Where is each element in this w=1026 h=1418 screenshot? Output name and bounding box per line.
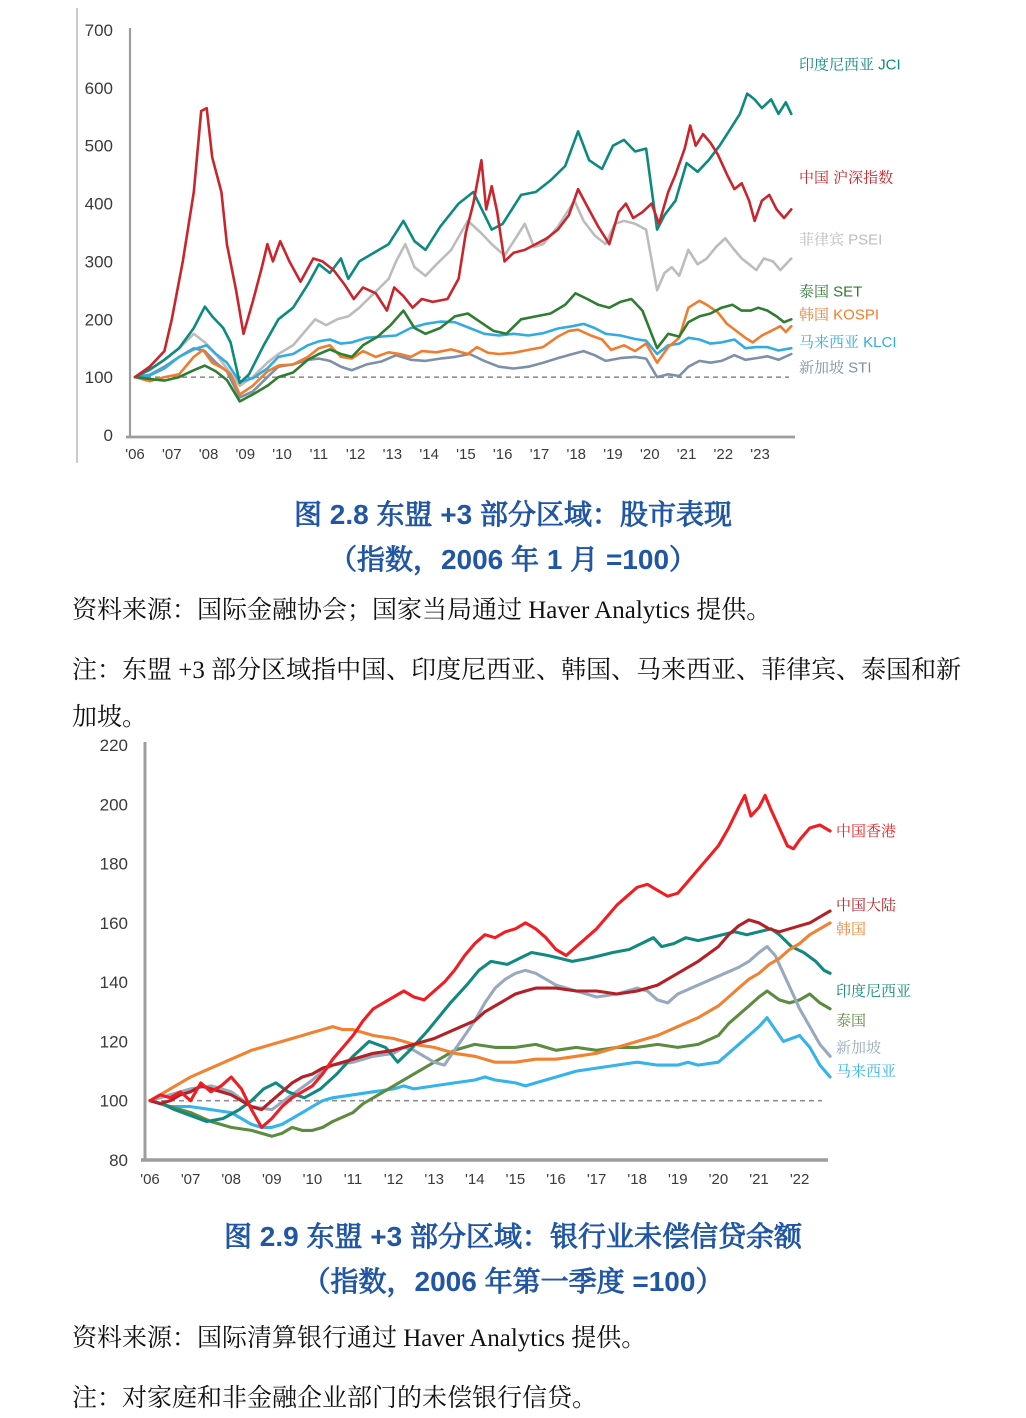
fig28-x-tick-label: '20 (639, 446, 660, 463)
fig29-x-tick-label: '07 (180, 1171, 201, 1188)
fig28-x-tick-label: '10 (272, 446, 292, 463)
figure-2-8-source: 资料来源：国际金融协会；国家当局通过 Haver Analytics 提供。 (72, 597, 772, 624)
fig29-x-tick-label: '11 (343, 1171, 363, 1188)
fig28-x-tick-label: '11 (309, 446, 329, 463)
fig29-x-tick-label: '06 (140, 1171, 160, 1188)
fig28-x-tick-label: '14 (419, 446, 439, 463)
fig28-x-tick-label: '08 (198, 446, 219, 463)
fig29-x-tick-label: '10 (302, 1171, 323, 1188)
fig29-x-tick-label: '20 (708, 1171, 729, 1188)
figure-2-9-title-line1: 图 2.9 东盟 +3 部分区域：银行业未偿信贷余额 (224, 1221, 802, 1252)
figure-2-8-title-line2: （指数，2006 年 1 月 =100） (328, 544, 698, 575)
figure-2-9-source: 资料来源：国际清算银行通过 Haver Analytics 提供。 (72, 1325, 647, 1352)
fig28-legend-label-2: 马来西亚 KLCI (799, 333, 897, 351)
figure-2-8-title-line1: 图 2.8 东盟 +3 部分区域：股市表现 (294, 499, 732, 530)
fig28-y-tick-label: 200 (84, 310, 113, 330)
figure-2-8-note: 注：东盟 +3 部分区域指中国、印度尼西亚、韩国、马来西亚、菲律宾、泰国和新加坡。 (72, 657, 962, 731)
figure-2-8-title (0, 492, 1026, 582)
fig28-x-tick-label: '21 (676, 446, 697, 463)
fig29-legend-label-4: 韩国 (836, 920, 867, 938)
fig29-x-tick-label: '14 (465, 1171, 485, 1188)
fig28-legend-label-0: 菲律宾 PSEI (799, 231, 883, 249)
fig28-legend-label-4: 泰国 SET (799, 283, 863, 301)
fig29-legend-label-3: 印度尼西亚 (836, 983, 912, 1001)
fig29-x-tick-label: '17 (586, 1171, 607, 1188)
fig29-x-tick-label: '22 (789, 1171, 810, 1188)
fig28-x-tick-label: '23 (750, 446, 770, 463)
fig28-series-line-6 (135, 108, 791, 377)
fig28-y-tick-label: 500 (84, 136, 113, 156)
fig28-legend-label-5: 印度尼西亚 JCI (799, 56, 901, 74)
fig28-x-tick-label: '12 (345, 446, 366, 463)
fig28-x-tick-label: '18 (566, 446, 587, 463)
fig29-y-tick-label: 180 (99, 854, 128, 874)
fig29-x-tick-label: '21 (749, 1171, 769, 1188)
fig28-x-tick-label: '09 (235, 446, 256, 463)
figure-2-9-note: 注：对家庭和非金融企业部门的未偿银行信贷。 (72, 1385, 598, 1412)
fig29-y-tick-label: 80 (109, 1151, 128, 1170)
fig28-y-tick-label: 100 (84, 368, 113, 388)
fig28-x-tick-label: '17 (529, 446, 550, 463)
fig28-x-tick-label: '07 (161, 446, 182, 463)
fig29-x-tick-label: '18 (627, 1171, 647, 1188)
figure-2-9-title-line2: （指数，2006 年第一季度 =100） (302, 1266, 724, 1297)
fig28-x-tick-label: '06 (125, 446, 145, 463)
fig28-x-tick-label: '13 (382, 446, 403, 463)
fig28-y-tick-label: 400 (84, 194, 113, 214)
fig28-x-tick-label: '19 (603, 446, 623, 463)
fig29-y-tick-label: 200 (99, 795, 128, 815)
fig29-series-line-2 (150, 947, 830, 1110)
fig29-y-tick-label: 220 (99, 736, 128, 755)
fig29-x-tick-label: '15 (505, 1171, 526, 1188)
fig29-legend-label-1: 泰国 (836, 1012, 867, 1030)
fig29-x-tick-label: '16 (546, 1171, 566, 1188)
fig29-y-tick-label: 160 (99, 913, 128, 933)
fig29-legend-label-5: 中国大陆 (836, 897, 897, 915)
fig28-x-tick-label: '22 (713, 446, 734, 463)
fig28-legend-label-1: 新加坡 STI (799, 359, 872, 377)
fig28-y-tick-label: 600 (84, 78, 113, 98)
fig29-x-tick-label: '09 (262, 1171, 282, 1188)
fig29-legend-label-2: 新加坡 (836, 1039, 882, 1057)
fig29-y-tick-label: 120 (99, 1032, 128, 1052)
fig29-x-tick-label: '12 (383, 1171, 404, 1188)
fig28-y-tick-label: 700 (84, 21, 113, 40)
fig28-y-tick-label: 0 (103, 426, 113, 445)
fig29-series-line-1 (150, 991, 830, 1136)
fig29-series-line-4 (150, 923, 830, 1101)
fig29-y-tick-label: 140 (99, 973, 128, 993)
fig28-legend-label-6: 中国 沪深指数 (799, 169, 894, 187)
fig29-y-tick-label: 100 (99, 1091, 128, 1111)
fig28-x-tick-label: '15 (456, 446, 476, 463)
fig28-y-tick-label: 300 (84, 252, 113, 272)
fig29-x-tick-label: '08 (221, 1171, 241, 1188)
fig28-legend-label-3: 韩国 KOSPI (799, 306, 880, 324)
fig28-x-tick-label: '16 (492, 446, 513, 463)
figure-2-9-title (0, 1214, 1026, 1304)
fig29-legend-label-0: 马来西亚 (836, 1063, 897, 1081)
fig29-legend-label-6: 中国香港 (836, 822, 897, 840)
fig29-x-tick-label: '13 (424, 1171, 444, 1188)
fig29-x-tick-label: '19 (668, 1171, 688, 1188)
